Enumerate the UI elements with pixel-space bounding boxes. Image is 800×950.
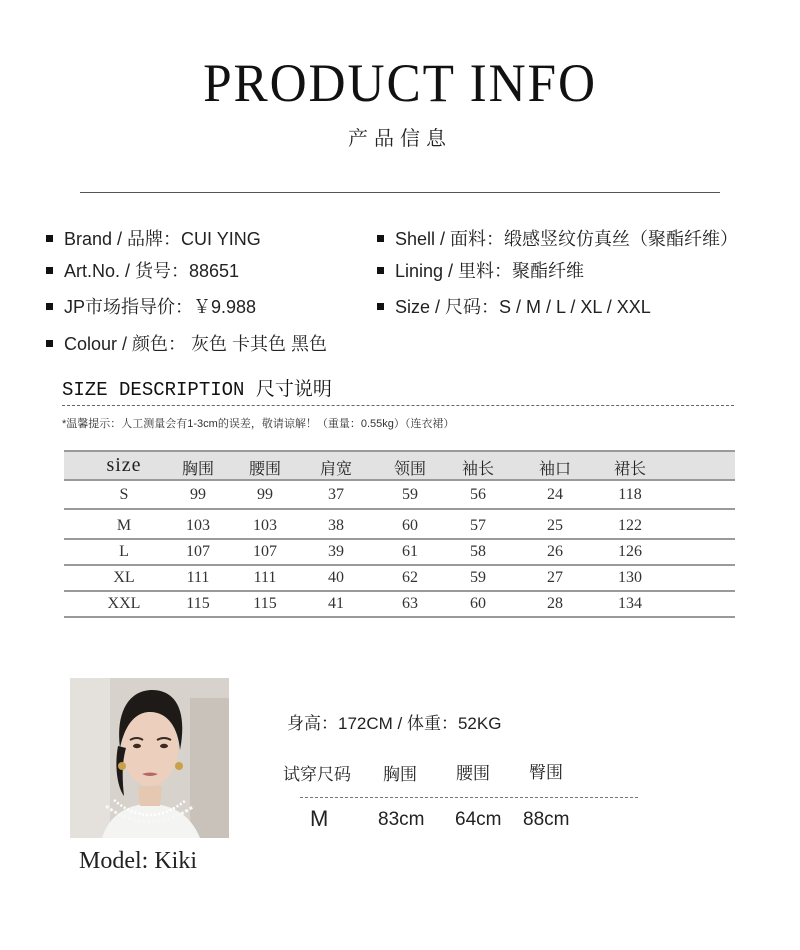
table-cell: 118 bbox=[618, 486, 642, 503]
table-cell: 39 bbox=[328, 543, 344, 560]
table-row bbox=[64, 540, 735, 566]
table-cell: 38 bbox=[328, 517, 344, 534]
table-cell: 99 bbox=[257, 486, 273, 503]
header-cell-neck: 领围 bbox=[393, 461, 426, 478]
info-item-brand bbox=[46, 225, 261, 251]
page-title: PRODUCT INFO bbox=[203, 53, 597, 113]
info-item-lining bbox=[377, 257, 584, 283]
table-cell: 126 bbox=[618, 543, 642, 560]
table-cell: 103 bbox=[253, 517, 277, 534]
bullet-icon bbox=[46, 340, 53, 347]
table-cell: 25 bbox=[547, 517, 563, 534]
table-row bbox=[64, 481, 735, 510]
bullet-icon bbox=[46, 267, 53, 274]
table-cell: 115 bbox=[186, 595, 210, 612]
table-cell: 58 bbox=[470, 543, 486, 560]
fit-value-size: M bbox=[310, 806, 329, 831]
colour-text: Colour / 颜色： 灰色 卡其色 黑色 bbox=[64, 334, 328, 354]
table-cell: 130 bbox=[618, 569, 642, 586]
bullet-icon bbox=[377, 303, 384, 310]
table-row bbox=[64, 510, 735, 540]
table-cell: 41 bbox=[328, 595, 344, 612]
model-photo bbox=[70, 678, 229, 838]
price-text: JP市场指导价：￥9.988 bbox=[64, 297, 257, 317]
header-cell-cuff: 袖口 bbox=[538, 461, 571, 478]
header-cell-bust: 胸围 bbox=[181, 461, 214, 478]
info-item-article bbox=[46, 257, 239, 283]
bullet-icon bbox=[377, 235, 384, 242]
bullet-icon bbox=[46, 303, 53, 310]
table-cell: XL bbox=[113, 569, 135, 586]
table-cell: 99 bbox=[190, 486, 206, 503]
fit-header-bust: 胸围 bbox=[383, 765, 417, 784]
table-cell: 26 bbox=[547, 543, 563, 560]
table-cell: 111 bbox=[253, 569, 277, 586]
table-cell: M bbox=[116, 517, 132, 534]
table-cell: 134 bbox=[618, 595, 642, 612]
table-cell: 103 bbox=[186, 517, 210, 534]
bullet-icon bbox=[46, 235, 53, 242]
size-section-heading: SIZE DESCRIPTION 尺寸说明 bbox=[62, 379, 332, 401]
dashed-divider bbox=[300, 797, 638, 798]
table-cell: 111 bbox=[186, 569, 210, 586]
shell-text: Shell / 面料：缎感竖纹仿真丝（聚酯纤维） bbox=[395, 229, 739, 249]
size-text: Size / 尺码：S / M / L / XL / XXL bbox=[395, 297, 651, 317]
model-name-label: Model: Kiki bbox=[79, 848, 197, 874]
size-table-header bbox=[64, 450, 735, 481]
table-cell: 62 bbox=[402, 569, 418, 586]
table-cell: 115 bbox=[253, 595, 277, 612]
article-text: Art.No. / 货号：88651 bbox=[64, 261, 240, 281]
table-cell: 56 bbox=[470, 486, 486, 503]
header-cell-shoulder: 肩宽 bbox=[319, 461, 352, 478]
fit-value-bust: 83cm bbox=[378, 809, 425, 830]
table-cell: 37 bbox=[328, 486, 344, 503]
bullet-icon bbox=[377, 267, 384, 274]
measurement-note: *温馨提示：人工测量会有1-3cm的误差，敬请谅解！（重量：0.55kg）（连衣裙） bbox=[62, 418, 455, 430]
table-cell: L bbox=[119, 543, 129, 560]
header-cell-length: 裙长 bbox=[613, 461, 646, 478]
table-cell: 107 bbox=[186, 543, 210, 560]
header-cell-sleeve: 袖长 bbox=[461, 461, 494, 478]
table-cell: 28 bbox=[547, 595, 563, 612]
table-row bbox=[64, 566, 735, 592]
fit-header-waist: 腰围 bbox=[456, 764, 490, 783]
info-item-price bbox=[46, 293, 256, 319]
table-cell: 63 bbox=[402, 595, 418, 612]
page-subtitle: 产品信息 bbox=[348, 128, 452, 150]
size-table bbox=[64, 450, 735, 618]
model-stats: 身高：172CM / 体重：52KG bbox=[287, 714, 502, 733]
table-cell: 60 bbox=[470, 595, 486, 612]
fit-value-hip: 88cm bbox=[523, 809, 570, 830]
brand-text: Brand / 品牌：CUI YING bbox=[64, 229, 261, 249]
table-cell: 59 bbox=[402, 486, 418, 503]
divider bbox=[80, 192, 720, 193]
table-cell: S bbox=[119, 486, 129, 503]
table-row bbox=[64, 592, 735, 618]
table-cell: 27 bbox=[547, 569, 563, 586]
info-item-size bbox=[377, 293, 651, 319]
header-cell-waist: 腰围 bbox=[248, 461, 281, 478]
lining-text: Lining / 里料：聚酯纤维 bbox=[395, 261, 585, 281]
table-cell: 61 bbox=[402, 543, 418, 560]
info-item-colour bbox=[46, 330, 327, 356]
table-cell: 57 bbox=[470, 517, 486, 534]
header-cell-size: size bbox=[106, 454, 142, 476]
table-cell: 107 bbox=[253, 543, 277, 560]
table-cell: 122 bbox=[618, 517, 642, 534]
table-cell: 24 bbox=[547, 486, 563, 503]
table-cell: XXL bbox=[107, 595, 141, 612]
dashed-divider bbox=[62, 405, 734, 406]
fit-header-size: 试穿尺码 bbox=[283, 765, 351, 784]
fit-value-waist: 64cm bbox=[455, 809, 502, 830]
table-cell: 59 bbox=[470, 569, 486, 586]
table-cell: 40 bbox=[328, 569, 344, 586]
fit-header-hip: 臀围 bbox=[529, 763, 563, 782]
info-item-shell bbox=[377, 225, 738, 251]
table-cell: 60 bbox=[402, 517, 418, 534]
